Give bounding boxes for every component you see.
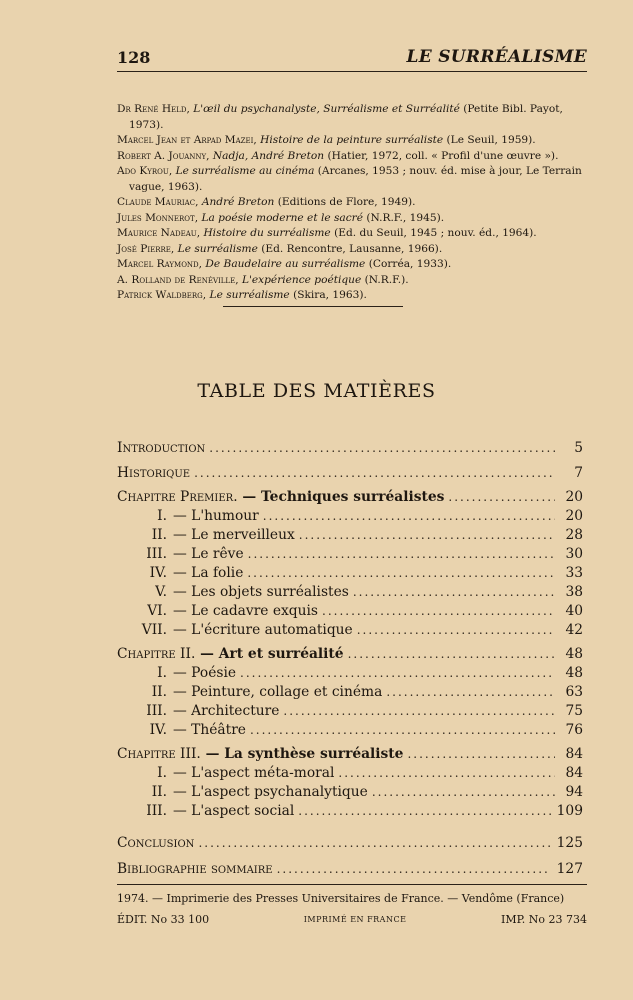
toc-page-number: 94 <box>565 784 583 800</box>
toc-leader-dots <box>283 704 555 718</box>
toc-section-entry <box>117 665 583 684</box>
toc-leader-dots <box>250 723 555 737</box>
toc-section-title: — Architecture <box>173 703 280 719</box>
running-title: LE SURRÉALISME <box>406 47 587 67</box>
toc-leader-dots <box>299 528 555 542</box>
toc-section-number: I. <box>157 765 167 781</box>
toc-page-number: 75 <box>565 703 583 719</box>
toc-section-entry <box>117 684 583 703</box>
toc-entry-label <box>117 440 209 456</box>
toc-leader-dots <box>386 685 555 699</box>
bibliography-list <box>117 102 587 304</box>
toc-page-number: 42 <box>565 622 583 638</box>
toc-leader-dots <box>248 547 555 561</box>
toc-leader-dots <box>448 490 555 504</box>
toc-page-number: 40 <box>565 603 583 619</box>
toc-leader-dots <box>338 766 555 780</box>
toc-section-number: III. <box>146 546 167 562</box>
toc-entry-label <box>117 622 357 638</box>
toc-page-number: 7 <box>574 465 583 481</box>
toc-section-title: — Peinture, collage et cinéma <box>173 684 383 700</box>
toc-section-title: — Le cadavre exquis <box>173 603 319 619</box>
toc-chapter-subtitle: — Techniques surréalistes <box>237 489 445 505</box>
bib-author: A. Rolland de Renéville <box>117 273 236 286</box>
toc-entry-label <box>117 722 250 738</box>
toc-entry-label <box>117 765 338 781</box>
toc-page-number: 63 <box>565 684 583 700</box>
table-of-contents <box>117 440 583 880</box>
bib-publisher: (Skira, 1963). <box>293 289 367 301</box>
bibliography-entry: Dr René Held, L'œil du psychanalyste, Surréalisme et Surréalité (Petite Bibl. Payot, 1973). <box>117 103 563 131</box>
toc-leader-dots <box>263 509 555 523</box>
bib-publisher: (Hatier, 1972, coll. « Profil d'une œuvre »). <box>327 149 559 162</box>
bibliography-entry: Patrick Waldberg, Le surréalisme (Skira, 1963). <box>117 289 367 301</box>
toc-page-number: 48 <box>565 665 583 681</box>
bibliography-entry: Maurice Nadeau, Histoire du surréalisme (Ed. du Seuil, 1945 ; nouv. éd., 1964). <box>117 227 537 239</box>
toc-section-number: III. <box>146 803 167 819</box>
bib-publisher: (Ed. Rencontre, Lausanne, 1966). <box>261 242 443 255</box>
bibliography-rule <box>223 306 403 307</box>
toc-entry-label <box>117 546 248 562</box>
toc-leader-dots <box>407 747 555 761</box>
toc-section-number: IV. <box>149 722 167 738</box>
toc-section-entry <box>117 527 583 546</box>
toc-chapter-label: Conclusion <box>117 835 195 851</box>
toc-section-title: — Le merveilleux <box>173 527 295 543</box>
footer-rule <box>117 884 587 885</box>
bib-publisher: (Editions de Flore, 1949). <box>277 196 416 208</box>
toc-chapter-label: Bibliographie sommaire <box>117 861 273 877</box>
toc-entry-label <box>117 646 348 662</box>
toc-chapter-entry <box>117 746 583 765</box>
toc-leader-dots <box>194 466 555 480</box>
footer-codes <box>117 913 587 926</box>
toc-page-number: 33 <box>565 565 583 581</box>
bib-title: Le surréalisme <box>209 289 290 301</box>
toc-section-number: II. <box>151 784 167 800</box>
toc-section-entry <box>117 584 583 603</box>
bib-author: Robert A. Jouanny <box>117 149 207 162</box>
toc-section-title: — La folie <box>173 565 244 581</box>
toc-section-entry <box>117 603 583 622</box>
toc-section-title: — Poésie <box>173 665 237 681</box>
bib-author: Marcel Jean et Arpad Mazei <box>117 134 254 146</box>
bib-publisher: (Corréa, 1933). <box>368 258 452 270</box>
bibliography-entry: A. Rolland de Renéville, L'expérience poétique (N.R.F.). <box>117 273 409 286</box>
toc-leader-dots <box>247 566 555 580</box>
toc-chapter-label: Introduction <box>117 440 206 456</box>
bib-publisher: (N.R.F., 1945). <box>366 211 445 224</box>
toc-entry-label <box>117 603 322 619</box>
toc-chapter-entry <box>117 861 583 880</box>
toc-section-entry <box>117 703 583 722</box>
toc-section-number: IV. <box>149 565 167 581</box>
toc-entry-label <box>117 784 372 800</box>
toc-page-number: 20 <box>565 489 583 505</box>
bib-author: Marcel Raymond <box>117 258 199 270</box>
toc-entry-label <box>117 465 194 481</box>
toc-chapter-entry <box>117 646 583 665</box>
toc-page-number: 84 <box>565 746 583 762</box>
imprint-number: IMP. No 23 734 <box>500 913 587 926</box>
bibliography-entry: José Pierre, Le surréalisme (Ed. Rencontre, Lausanne, 1966). <box>117 242 443 255</box>
toc-entry-label <box>117 803 298 819</box>
bib-publisher: (Petite Bibl. Payot, 1973). <box>129 103 563 131</box>
toc-section-title: — L'aspect méta-moral <box>173 765 335 781</box>
toc-section-number: II. <box>151 527 167 543</box>
toc-section-number: V. <box>155 584 167 600</box>
toc-section-entry <box>117 722 583 741</box>
toc-section-number: III. <box>146 703 167 719</box>
toc-section-number: VI. <box>147 603 167 619</box>
toc-entry-label <box>117 835 198 851</box>
toc-chapter-label: Chapitre Premier. <box>117 489 238 505</box>
header-rule <box>117 71 587 72</box>
toc-section-title: — Le rêve <box>173 546 244 562</box>
toc-chapter-entry <box>117 489 583 508</box>
toc-entry-label <box>117 508 263 524</box>
toc-section-title: — L'aspect psychanalytique <box>173 784 368 800</box>
toc-title: TABLE DES MATIÈRES <box>197 380 436 402</box>
toc-entry-label <box>117 703 283 719</box>
bib-author: Patrick Waldberg <box>117 289 203 301</box>
toc-leader-dots <box>298 804 550 818</box>
toc-section-entry <box>117 784 583 803</box>
bib-author: Dr René Held <box>117 103 187 115</box>
bibliography-entry: Marcel Raymond, De Baudelaire au surréalisme (Corréa, 1933). <box>117 258 452 270</box>
toc-leader-dots <box>277 862 551 876</box>
bib-publisher: (Ed. du Seuil, 1945 ; nouv. éd., 1964). <box>334 227 537 239</box>
toc-section-entry <box>117 803 583 822</box>
bib-publisher: (Arcanes, 1953 ; nouv. éd. mise à jour, Le Terrain vague, 1963). <box>129 165 582 193</box>
bib-author: Maurice Nadeau <box>117 227 197 239</box>
toc-entry-label <box>117 746 407 762</box>
bib-title: Le surréalisme au cinéma <box>175 165 315 177</box>
toc-chapter-entry <box>117 465 583 484</box>
bibliography-entry: Jules Monnerot, La poésie moderne et le sacré (N.R.F., 1945). <box>117 211 445 224</box>
toc-page-number: 28 <box>565 527 583 543</box>
toc-section-number: I. <box>157 508 167 524</box>
toc-page-number: 84 <box>565 765 583 781</box>
bib-title: André Breton <box>201 196 275 208</box>
toc-leader-dots <box>198 836 550 850</box>
printer-line: 1974. — Imprimerie des Presses Universitaires de France. — Vendôme (France) <box>117 892 565 905</box>
toc-section-entry <box>117 765 583 784</box>
bib-title: L'expérience poétique <box>241 273 362 286</box>
page-number: 128 <box>117 48 151 67</box>
toc-section-entry <box>117 508 583 527</box>
toc-leader-dots <box>372 785 555 799</box>
toc-leader-dots <box>357 623 555 637</box>
bib-author: Ado Kyrou <box>117 165 169 177</box>
toc-entry-label <box>117 527 299 543</box>
bib-title: L'œil du psychanalyste, Surréalisme et Surréalité <box>193 103 460 115</box>
bib-title: La poésie moderne et le sacré <box>201 211 363 224</box>
bib-title: Histoire du surréalisme <box>203 227 331 239</box>
toc-section-number: VII. <box>141 622 167 638</box>
toc-entry-label <box>117 489 448 505</box>
toc-chapter-entry <box>117 835 583 854</box>
toc-chapter-entry <box>117 440 583 459</box>
bibliography-entry: Claude Mauriac, André Breton (Editions de Flore, 1949). <box>117 196 416 208</box>
bibliography-entry: Robert A. Jouanny, Nadja, André Breton (Hatier, 1972, coll. « Profil d'une œuvre »). <box>117 149 559 162</box>
toc-page-number: 30 <box>565 546 583 562</box>
toc-leader-dots <box>240 666 555 680</box>
toc-page-number: 48 <box>565 646 583 662</box>
toc-section-entry <box>117 546 583 565</box>
toc-leader-dots <box>353 585 555 599</box>
toc-chapter-label: Chapitre III. <box>117 746 201 762</box>
toc-section-number: II. <box>151 684 167 700</box>
bib-title: Histoire de la peinture surréaliste <box>260 134 444 146</box>
toc-entry-label <box>117 584 353 600</box>
toc-page-number: 109 <box>556 803 583 819</box>
toc-section-title: — L'humour <box>173 508 259 524</box>
bib-publisher: (Le Seuil, 1959). <box>446 134 536 146</box>
bib-title: Le surréalisme <box>177 242 258 255</box>
printed-in-france: IMPRIMÉ EN FRANCE <box>303 915 407 924</box>
toc-section-entry <box>117 565 583 584</box>
bib-author: Claude Mauriac <box>117 196 196 208</box>
toc-section-title: — L'écriture automatique <box>173 622 353 638</box>
toc-entry-label <box>117 861 277 877</box>
bib-title: Nadja, André Breton <box>212 149 325 162</box>
toc-chapter-label: Chapitre II. <box>117 646 196 662</box>
toc-page-number: 76 <box>565 722 583 738</box>
toc-entry-label <box>117 565 247 581</box>
toc-page-number: 20 <box>565 508 583 524</box>
toc-chapter-subtitle: — La synthèse surréaliste <box>200 746 404 762</box>
bib-author: Jules Monnerot <box>117 211 195 224</box>
toc-leader-dots <box>348 647 555 661</box>
edition-number: ÉDIT. No 33 100 <box>117 913 210 926</box>
toc-page-number: 125 <box>556 835 583 851</box>
toc-page-number: 5 <box>574 440 583 456</box>
toc-chapter-label: Historique <box>117 465 191 481</box>
toc-section-entry <box>117 622 583 641</box>
toc-leader-dots <box>209 441 555 455</box>
toc-leader-dots <box>322 604 555 618</box>
bib-title: De Baudelaire au surréalisme <box>205 258 366 270</box>
bib-publisher: (N.R.F.). <box>364 273 409 286</box>
toc-section-number: I. <box>157 665 167 681</box>
toc-page-number: 38 <box>565 584 583 600</box>
toc-page-number: 127 <box>556 861 583 877</box>
bibliography-entry: Marcel Jean et Arpad Mazei, Histoire de la peinture surréaliste (Le Seuil, 1959). <box>117 134 536 146</box>
bibliography-entry: Ado Kyrou, Le surréalisme au cinéma (Arcanes, 1953 ; nouv. éd. mise à jour, Le Terrain vague, 1963). <box>117 165 582 193</box>
toc-chapter-subtitle: — Art et surréalité <box>195 646 344 662</box>
toc-entry-label <box>117 665 240 681</box>
toc-entry-label <box>117 684 386 700</box>
bib-author: José Pierre <box>117 242 171 255</box>
toc-section-title: — L'aspect social <box>173 803 295 819</box>
toc-section-title: — Les objets surréalistes <box>173 584 349 600</box>
toc-section-title: — Théâtre <box>173 722 246 738</box>
